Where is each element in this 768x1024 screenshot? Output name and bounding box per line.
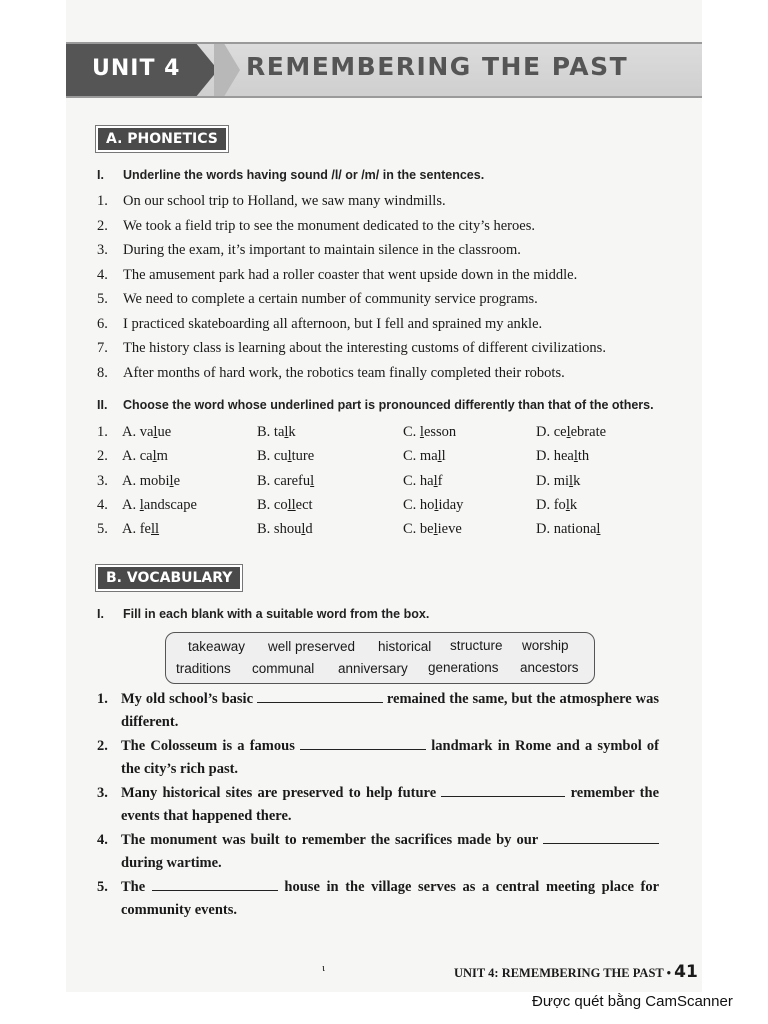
option-text: A. mobi xyxy=(122,472,170,489)
option-text: esson xyxy=(423,424,457,440)
answer-option-d[interactable] xyxy=(536,497,577,514)
roman-numeral: II. xyxy=(97,398,108,412)
answer-option-a[interactable] xyxy=(122,497,197,514)
item-text-after: house in the village serves as a central meeting place for community events. xyxy=(121,879,660,918)
underlined-letters: l xyxy=(310,472,315,489)
sentence-item xyxy=(97,267,577,284)
option-text: C. ha xyxy=(403,472,434,489)
item-number: 8. xyxy=(97,364,108,381)
vocab-item xyxy=(97,688,659,734)
box-word: worship xyxy=(522,638,569,653)
sentence-item xyxy=(97,218,535,235)
option-text: f xyxy=(437,472,443,489)
option-text: l xyxy=(441,448,446,465)
option-text: ieve xyxy=(437,521,462,538)
underlined-letters: l xyxy=(433,472,438,489)
option-text: B. cu xyxy=(257,448,288,465)
answer-option-a[interactable] xyxy=(122,424,171,441)
item-text-before: The Colosseum is a famous xyxy=(121,738,295,754)
sentence-item xyxy=(97,242,521,259)
option-text: D. nationa xyxy=(536,521,597,538)
underlined-letters: l xyxy=(284,424,289,440)
underlined-letters: l xyxy=(569,472,574,489)
underlined-letters: l xyxy=(596,521,601,538)
option-text: m xyxy=(156,448,168,465)
answer-option-b[interactable] xyxy=(257,521,313,538)
item-number: 2. xyxy=(97,448,108,465)
item-text-after: landmark in Rome and a symbol of the city’s rich past. xyxy=(121,738,660,777)
sentence-text: We need to complete a certain number of community service programs. xyxy=(123,291,538,307)
option-text: e xyxy=(173,472,180,489)
item-number: 4. xyxy=(97,266,108,283)
item-number: 1. xyxy=(97,691,108,707)
item-text-before: The monument was built to remember the sacrifices made by our xyxy=(121,832,538,848)
item-number: 3. xyxy=(97,472,108,489)
section-heading-vocabulary: B. VOCABULARY xyxy=(96,565,242,591)
underlined-letters: l xyxy=(565,496,570,513)
vocab-item xyxy=(97,735,659,781)
answer-option-a[interactable] xyxy=(122,521,159,538)
option-text: D. mi xyxy=(536,472,570,489)
answer-option-a[interactable] xyxy=(122,473,180,490)
answer-blank[interactable] xyxy=(300,737,426,750)
sentence-text: I practiced skateboarding all afternoon, but I fell and sprained my ankle. xyxy=(123,315,543,332)
underlined-letters: l xyxy=(139,496,144,513)
box-word: traditions xyxy=(176,661,231,676)
section-heading-phonetics: A. PHONETICS xyxy=(96,126,228,152)
sentence-item xyxy=(97,316,542,333)
item-text-after: remember the events that happened there. xyxy=(121,785,660,824)
sentence-text: The history class is learning about the interesting customs of different civilizations. xyxy=(123,340,606,356)
unit-label: UNIT 4 xyxy=(92,56,181,81)
sentence-text: During the exam, it’s important to maintain silence in the classroom. xyxy=(123,242,521,258)
option-text: B. shou xyxy=(257,521,302,538)
item-number: 3. xyxy=(97,242,108,258)
underlined-letters: l xyxy=(169,472,174,489)
option-text: k xyxy=(569,496,578,513)
item-number: 1. xyxy=(97,193,108,209)
option-text: ture xyxy=(291,448,315,465)
answer-option-d[interactable] xyxy=(536,424,606,441)
phonetics-instruction-1 xyxy=(97,168,484,182)
answer-option-b[interactable] xyxy=(257,448,314,465)
underlined-letters: l xyxy=(287,448,292,465)
option-text: C. ho xyxy=(403,496,435,513)
word-box xyxy=(165,632,595,684)
phonetics-instruction-2 xyxy=(97,398,654,412)
sentence-item xyxy=(97,365,565,382)
answer-blank[interactable] xyxy=(152,878,278,891)
box-word: generations xyxy=(428,660,499,675)
underlined-letters: ll xyxy=(151,521,160,538)
option-text: B. ta xyxy=(257,424,285,440)
sentence-item xyxy=(97,193,446,210)
item-number: 3. xyxy=(97,785,108,801)
sentence-item xyxy=(97,291,538,308)
page-footer xyxy=(454,962,698,982)
item-number: 2. xyxy=(97,738,108,754)
item-text-before: Many historical sites are preserved to help future xyxy=(121,785,437,801)
instruction-text: Choose the word whose underlined part is pronounced differently than that of the others. xyxy=(123,398,654,412)
sentence-item xyxy=(97,340,606,357)
option-text: ue xyxy=(157,424,172,440)
item-text-before: The xyxy=(121,879,146,895)
option-text: B. co xyxy=(257,496,288,513)
underlined-letters: ll xyxy=(287,496,296,513)
item-number: 6. xyxy=(97,315,108,332)
sentence-text: On our school trip to Holland, we saw many windmills. xyxy=(123,193,446,209)
box-word: well preserved xyxy=(268,639,356,654)
answer-blank[interactable] xyxy=(441,784,565,797)
page-number: 41 xyxy=(674,962,698,982)
underlined-letters: l xyxy=(437,448,442,465)
answer-option-b[interactable] xyxy=(257,424,296,441)
answer-option-c[interactable] xyxy=(403,448,446,465)
option-text: C. ma xyxy=(403,448,438,465)
underlined-letters: l xyxy=(419,424,424,440)
item-number: 5. xyxy=(97,879,108,895)
answer-option-c[interactable] xyxy=(403,497,463,514)
instruction-text: Underline the words having sound /l/ or /m/ in the sentences. xyxy=(123,168,485,182)
sentence-text: We took a field trip to see the monument dedicated to the city’s heroes. xyxy=(123,217,535,234)
option-text: A. ca xyxy=(122,448,153,465)
vocabulary-instruction-1 xyxy=(97,607,429,621)
item-text-after: during wartime. xyxy=(121,855,222,871)
sentence-text: The amusement park had a roller coaster that went upside down in the middle. xyxy=(123,266,578,283)
option-text: k xyxy=(573,472,581,489)
option-text: d xyxy=(305,521,313,538)
footer-mark: ι xyxy=(322,962,325,974)
item-number: 1. xyxy=(97,424,108,440)
answer-option-c[interactable] xyxy=(403,473,442,490)
box-word: anniversary xyxy=(338,661,408,676)
instruction-text: Fill in each blank with a suitable word from the box. xyxy=(123,607,430,621)
item-number: 7. xyxy=(97,340,108,356)
answer-blank[interactable] xyxy=(543,831,659,844)
roman-numeral: I. xyxy=(97,168,104,182)
item-number: 5. xyxy=(97,291,108,307)
answer-option-a[interactable] xyxy=(122,448,168,465)
answer-option-d[interactable] xyxy=(536,521,600,538)
answer-option-b[interactable] xyxy=(257,473,314,490)
answer-option-c[interactable] xyxy=(403,424,456,441)
item-number: 4. xyxy=(97,496,108,513)
vocab-item xyxy=(97,782,659,828)
item-number: 2. xyxy=(97,217,108,234)
underlined-letters: l xyxy=(153,424,158,440)
underlined-letters: l xyxy=(152,448,157,465)
option-text: A. xyxy=(122,496,140,513)
option-text: andscape xyxy=(143,496,197,513)
sentence-text: After months of hard work, the robotics team finally completed their robots. xyxy=(123,364,565,381)
option-text: B. carefu xyxy=(257,472,311,489)
answer-option-c[interactable] xyxy=(403,521,462,538)
option-text: D. fo xyxy=(536,496,566,513)
answer-blank[interactable] xyxy=(257,690,383,703)
underlined-letters: l xyxy=(301,521,306,538)
underlined-letters: l xyxy=(433,521,438,538)
option-text: ebrate xyxy=(570,424,607,440)
underlined-letters: l xyxy=(434,496,439,513)
answer-option-b[interactable] xyxy=(257,497,313,514)
underlined-letters: l xyxy=(566,424,571,440)
option-text: iday xyxy=(438,496,464,513)
option-text: D. hea xyxy=(536,448,574,465)
option-text: C. be xyxy=(403,521,434,538)
answer-option-d[interactable] xyxy=(536,473,580,490)
vocab-item xyxy=(97,876,659,922)
answer-option-d[interactable] xyxy=(536,448,589,465)
item-number: 5. xyxy=(97,521,108,538)
box-word: structure xyxy=(450,638,503,653)
roman-numeral: I. xyxy=(97,607,104,621)
camscanner-watermark: Được quét bằng CamScanner xyxy=(532,993,733,1010)
vocab-item xyxy=(97,829,659,875)
box-word: communal xyxy=(252,661,315,676)
option-text: A. fe xyxy=(122,521,151,538)
running-title: UNIT 4: REMEMBERING THE PAST • xyxy=(454,966,672,980)
item-number: 4. xyxy=(97,832,108,848)
option-text: ect xyxy=(295,496,313,513)
box-word: takeaway xyxy=(188,639,246,654)
option-text: C. xyxy=(403,424,420,440)
box-word: ancestors xyxy=(520,660,579,675)
option-text: A. va xyxy=(122,424,154,440)
underlined-letters: l xyxy=(573,448,578,465)
option-text: th xyxy=(577,448,590,465)
item-text-before: My old school’s basic xyxy=(121,691,254,707)
box-word: historical xyxy=(378,639,432,654)
option-text: D. ce xyxy=(536,424,567,440)
option-text: k xyxy=(288,424,296,440)
unit-title: REMEMBERING THE PAST xyxy=(246,52,629,81)
item-text-after: remained the same, but the atmosphere was different. xyxy=(121,691,660,730)
